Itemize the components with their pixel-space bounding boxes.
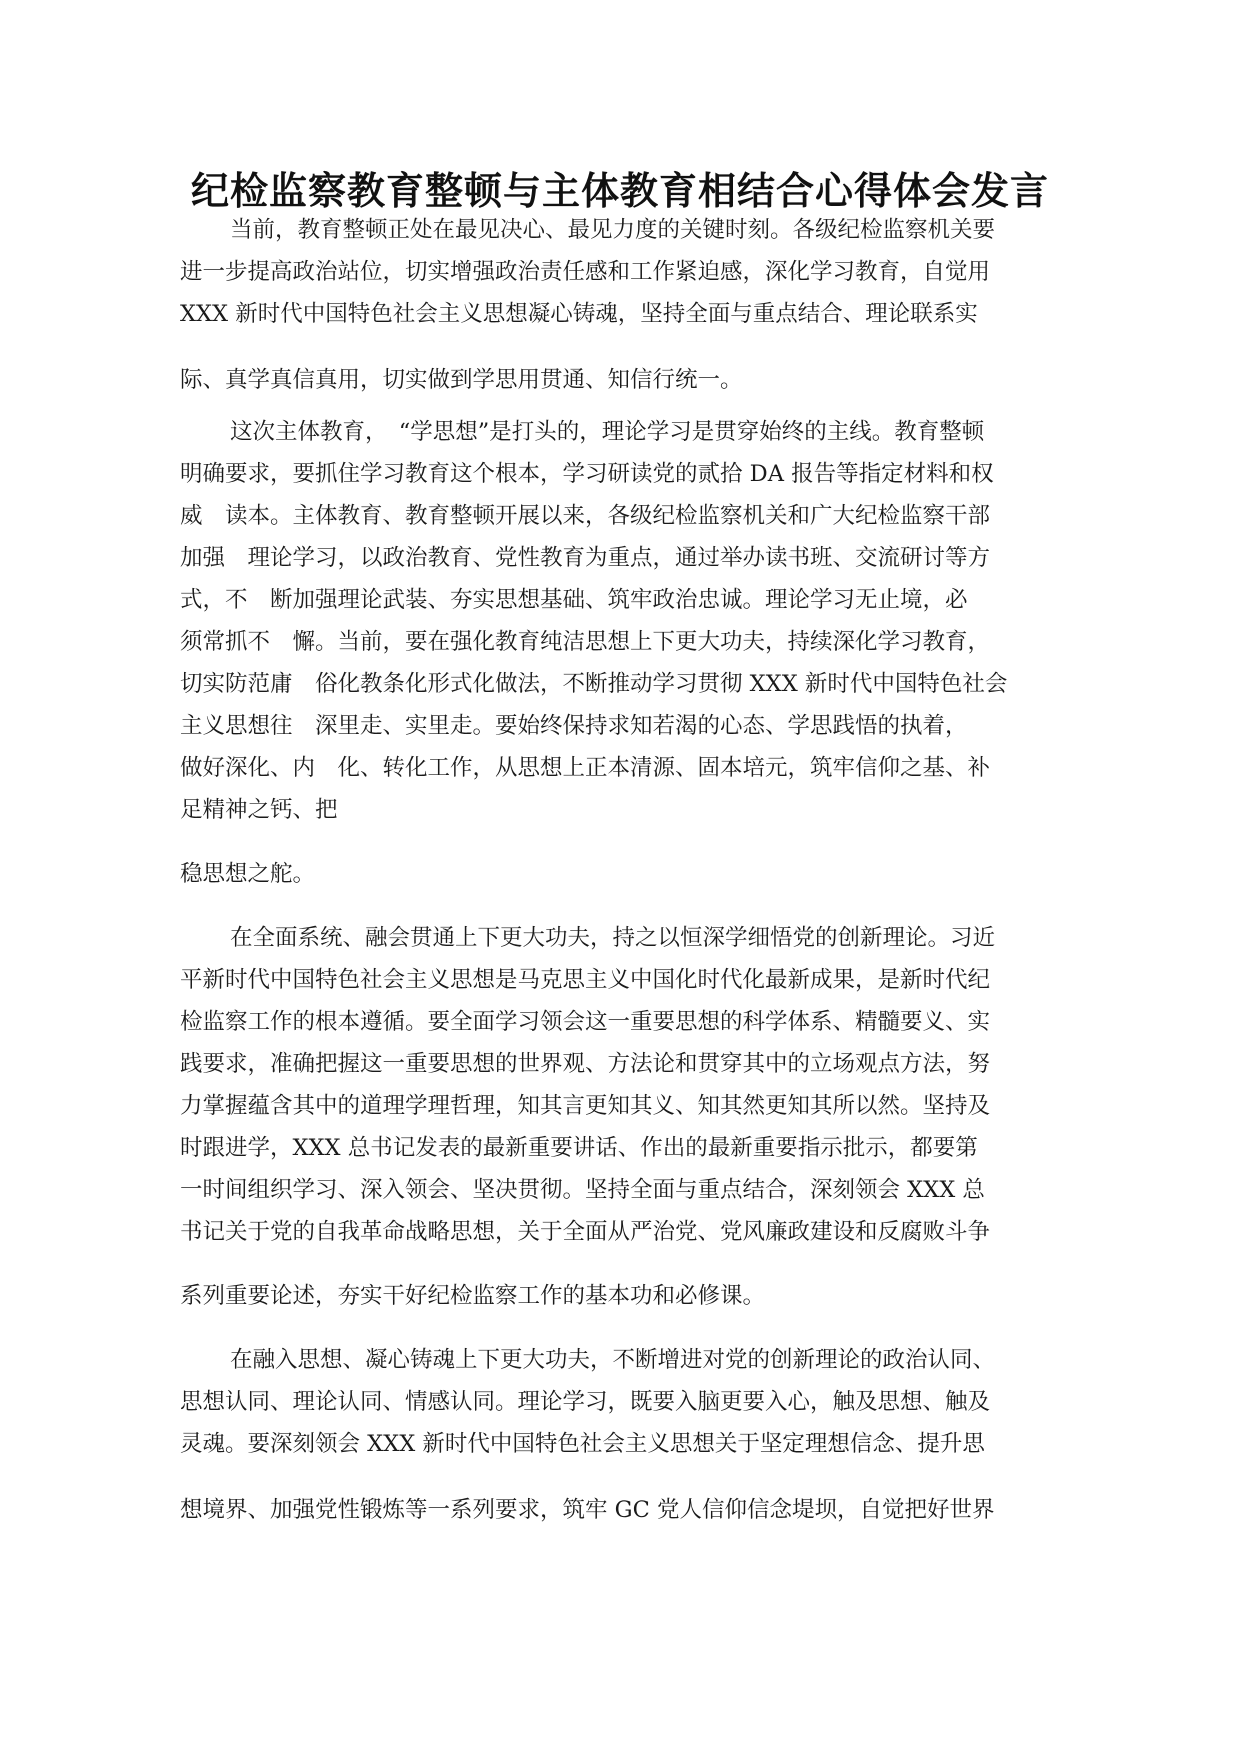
text-line: 平新时代中国特色社会主义思想是马克思主义中国化时代化最新成果，是新时代纪 — [180, 967, 991, 993]
text-line: 一时间组织学习、深入领会、坚决贯彻。坚持全面与重点结合，深刻领会 XXX 总 — [180, 1177, 985, 1203]
text-line: 在全面系统、融会贯通上下更大功夫，持之以恒深学细悟党的创新理论。习近 — [230, 925, 996, 951]
text-line: 想境界、加强党性锻炼等一系列要求，筑牢 GC 党人信仰信念堤坝，自觉把好世界 — [180, 1497, 995, 1523]
text-line: 在融入思想、凝心铸魂上下更大功夫，不断增进对党的创新理论的政治认同、 — [230, 1347, 996, 1373]
text-line: 进一步提高政治站位，切实增强政治责任感和工作紧迫感，深化学习教育，自觉用 — [180, 259, 991, 285]
document-title: 纪检监察教育整顿与主体教育相结合心得体会发言 — [190, 169, 1049, 213]
text-line: 明确要求，要抓住学习教育这个根本，学习研读党的贰拾 DA 报告等指定材料和权 — [180, 461, 994, 487]
text-line: 系列重要论述，夯实干好纪检监察工作的基本功和必修课。 — [180, 1283, 766, 1309]
text-line: 足精神之钙、把 — [180, 797, 338, 823]
text-line: 际、真学真信真用，切实做到学思用贯通、知信行统一。 — [180, 367, 743, 393]
text-line: 威 读本。主体教育、教育整顿开展以来，各级纪检监察机关和广大纪检监察干部 — [180, 503, 991, 529]
text-line: 切实防范庸 俗化教条化形式化做法，不断推动学习贯彻 XXX 新时代中国特色社会 — [180, 671, 1008, 697]
text-line: 做好深化、内 化、转化工作，从思想上正本清源、固本培元，筑牢信仰之基、补 — [180, 755, 991, 781]
text-line: 主义思想往 深里走、实里走。要始终保持求知若渴的心态、学思践悟的执着， — [180, 713, 968, 739]
text-line: 须常抓不 懈。当前，要在强化教育纯洁思想上下更大功夫，持续深化学习教育， — [180, 629, 991, 655]
text-line: 加强 理论学习，以政治教育、党性教育为重点，通过举办读书班、交流研讨等方 — [180, 545, 991, 571]
text-line: 稳思想之舵。 — [180, 861, 316, 887]
text-line: 这次主体教育， “学思想”是打头的，理论学习是贯穿始终的主线。教育整顿 — [230, 419, 985, 445]
text-line: 时跟进学，XXX 总书记发表的最新重要讲话、作出的最新重要指示批示，都要第 — [180, 1135, 978, 1161]
text-line: 检监察工作的根本遵循。要全面学习领会这一重要思想的科学体系、精髓要义、实 — [180, 1009, 991, 1035]
text-line: 当前，教育整顿正处在最见决心、最见力度的关键时刻。各级纪检监察机关要 — [230, 217, 996, 243]
text-line: 灵魂。要深刻领会 XXX 新时代中国特色社会主义思想关于坚定理想信念、提升思 — [180, 1431, 985, 1457]
text-line: 式，不 断加强理论武装、夯实思想基础、筑牢政治忠诚。理论学习无止境，必 — [180, 587, 968, 613]
text-line: XXX 新时代中国特色社会主义思想凝心铸魂，坚持全面与重点结合、理论联系实 — [180, 301, 978, 327]
text-line: 践要求，准确把握这一重要思想的世界观、方法论和贯穿其中的立场观点方法，努 — [180, 1051, 991, 1077]
text-line: 思想认同、理论认同、情感认同。理论学习，既要入脑更要入心，触及思想、触及 — [180, 1389, 991, 1415]
text-line: 书记关于党的自我革命战略思想，关于全面从严治党、党风廉政建设和反腐败斗争 — [180, 1219, 991, 1245]
text-line: 力掌握蕴含其中的道理学理哲理，知其言更知其义、知其然更知其所以然。坚持及 — [180, 1093, 991, 1119]
